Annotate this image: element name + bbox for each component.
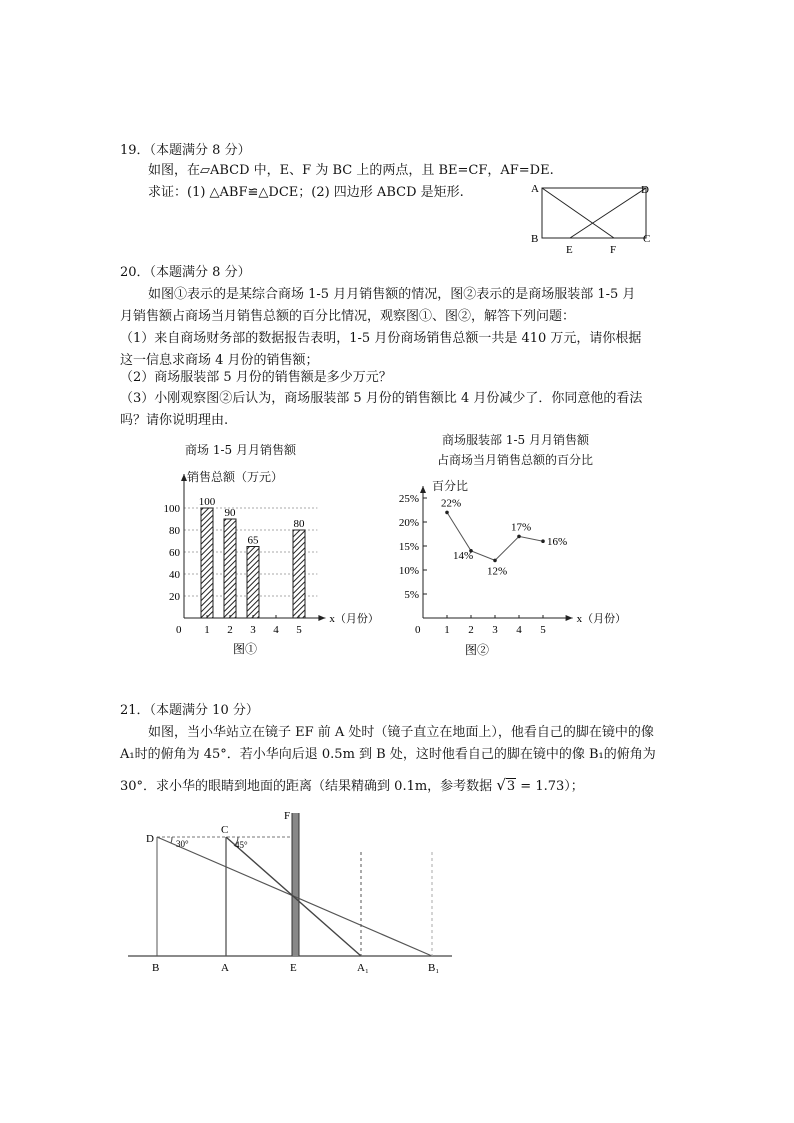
- chart1-ytick-label: 40: [169, 569, 180, 581]
- chart2-value-label: 14%: [453, 549, 474, 562]
- chart1-ytick-label: 20: [169, 591, 180, 603]
- chart1-ytick-label: 80: [169, 525, 180, 537]
- chart2-ytick-label: 10%: [398, 565, 419, 577]
- chart2-xtick-label: 4: [516, 624, 522, 636]
- chart1-xtick-label: 5: [296, 624, 302, 636]
- label-e: E: [290, 962, 297, 974]
- label-b1: B₁: [428, 962, 440, 974]
- chart2-value-label: 16%: [547, 536, 568, 549]
- q19-line2: 求证：(1) △ABF≌△DCE；(2) 四边形 ABCD 是矩形.: [148, 185, 464, 200]
- chart1-bar-chart: [150, 470, 390, 660]
- chart1-xtick-label: 1: [204, 624, 210, 636]
- sqrt-symbol: √: [496, 776, 506, 794]
- mirror-ef: [292, 813, 299, 956]
- q21-mirror-figure: [120, 805, 460, 980]
- chart2-xlabel: x（月份）: [576, 613, 627, 625]
- q21-heading: 21．（本题满分 10 分）: [120, 703, 259, 718]
- chart2-xtick-label: 2: [468, 624, 474, 636]
- angle-30-arc: [171, 837, 172, 843]
- chart1-bar: [201, 508, 213, 618]
- q20-line7: 吗？请你说明理由.: [120, 413, 229, 428]
- chart1-bar: [293, 530, 305, 618]
- label-a: A: [221, 962, 229, 974]
- q20-heading: 20．（本题满分 8 分）: [120, 265, 251, 280]
- q19-label-b: B: [531, 233, 539, 245]
- chart2-xtick-label: 3: [492, 624, 498, 636]
- q20-line4: 这一信息求商场 4 月份的销售额；: [120, 353, 319, 368]
- chart2-title-line2: 占商场当月销售总额的百分比: [437, 453, 594, 467]
- q19-figure: [525, 180, 660, 260]
- label-a1: A₁: [357, 962, 369, 974]
- chart2-value-label: 22%: [441, 497, 462, 510]
- chart2-point: [517, 535, 521, 539]
- chart1-bar: [247, 547, 259, 619]
- sqrt-radicand: 3: [506, 779, 516, 794]
- chart1-bar: [224, 519, 236, 618]
- chart2-ytick-label: 25%: [398, 493, 419, 505]
- chart2-point: [493, 559, 497, 563]
- chart1-xtick-label: 4: [273, 624, 279, 636]
- label-b: B: [152, 962, 160, 974]
- chart1-xtick-label: 3: [250, 624, 256, 636]
- chart1-ytick-label: 60: [169, 547, 180, 559]
- chart1-xlabel: x（月份）: [329, 613, 379, 625]
- q19-heading: 19．（本题满分 8 分）: [120, 143, 251, 158]
- chart2-ytick-label: 20%: [398, 517, 419, 529]
- chart2-caption: 图②: [465, 643, 490, 657]
- q19-label-e: E: [566, 244, 573, 256]
- chart1-caption: 图①: [233, 642, 258, 656]
- chart2-line-chart: [390, 480, 630, 660]
- label-45deg: 45°: [235, 840, 248, 850]
- chart1-xtick-label: 2: [227, 624, 233, 636]
- chart1-value-label: 80: [293, 518, 305, 530]
- q20-line2: 月销售额占商场当月销售总额的百分比情况，观察图①、图②，解答下列问题：: [120, 309, 576, 324]
- chart2-point: [541, 539, 545, 543]
- q21-line3: [120, 776, 584, 796]
- q19-label-f: F: [610, 244, 617, 256]
- q20-line6: （3）小刚观察图②后认为，商场服装部 5 月份的销售额比 4 月份减少了．你同意他的看法: [120, 391, 643, 406]
- chart2-ylabel: 百分比: [432, 479, 469, 493]
- chart2-xtick-label: 1: [444, 624, 450, 636]
- chart2-value-label: 17%: [511, 521, 532, 534]
- chart2-value-label: 12%: [487, 565, 508, 578]
- label-c: C: [221, 824, 229, 836]
- chart2-ytick-label: 5%: [404, 589, 419, 601]
- q21-line2: A₁时的俯角为 45°．若小华向后退 0.5m 到 B 处，这时他看自己的脚在镜中的像 B₁的俯角为: [120, 747, 656, 762]
- chart1-value-label: 90: [224, 507, 236, 519]
- chart2-xtick-label: 5: [540, 624, 546, 636]
- q20-line5: （2）商场服装部 5 月份的销售额是多少万元？: [120, 370, 392, 385]
- q19-label-c: C: [643, 233, 651, 245]
- chart1-ylabel: 销售总额（万元）: [187, 470, 284, 484]
- chart2-title-line1: 商场服装部 1-5 月月销售额: [442, 433, 589, 447]
- q19-label-d: D: [641, 184, 649, 196]
- q21-line3-b: = 1.73）；: [516, 779, 584, 794]
- chart1-value-label: 100: [198, 496, 216, 508]
- chart1-title: 商场 1-5 月月销售额: [185, 443, 296, 457]
- chart2-ytick-label: 15%: [398, 541, 419, 553]
- q21-line1: 如图，当小华站立在镜子 EF 前 A 处时（镜子直立在地面上），他看自己的脚在镜中的像: [148, 725, 654, 740]
- q19-label-a: A: [531, 183, 539, 195]
- q21-line3-a: 30°．求小华的眼睛到地面的距离（结果精确到 0.1m，参考数据: [120, 779, 497, 794]
- chart1-origin-label: 0: [176, 624, 182, 636]
- label-30deg: 30°: [176, 839, 189, 849]
- q20-line1: 如图①表示的是某综合商场 1-5 月月销售额的情况，图②表示的是商场服装部 1-5 月: [148, 287, 636, 302]
- q19-line1: 如图，在▱ABCD 中，E、F 为 BC 上的两点，且 BE=CF，AF=DE.: [148, 163, 554, 178]
- chart1-value-label: 65: [247, 534, 259, 547]
- q20-line3: （1）来自商场财务部的数据报告表明，1-5 月份商场销售总额一共是 410 万元，请你根据: [120, 331, 642, 346]
- chart2-origin-label: 0: [415, 624, 421, 636]
- label-f: F: [284, 810, 291, 822]
- label-d: D: [146, 833, 154, 845]
- chart1-ytick-label: 100: [163, 503, 180, 515]
- chart2-point: [445, 511, 449, 515]
